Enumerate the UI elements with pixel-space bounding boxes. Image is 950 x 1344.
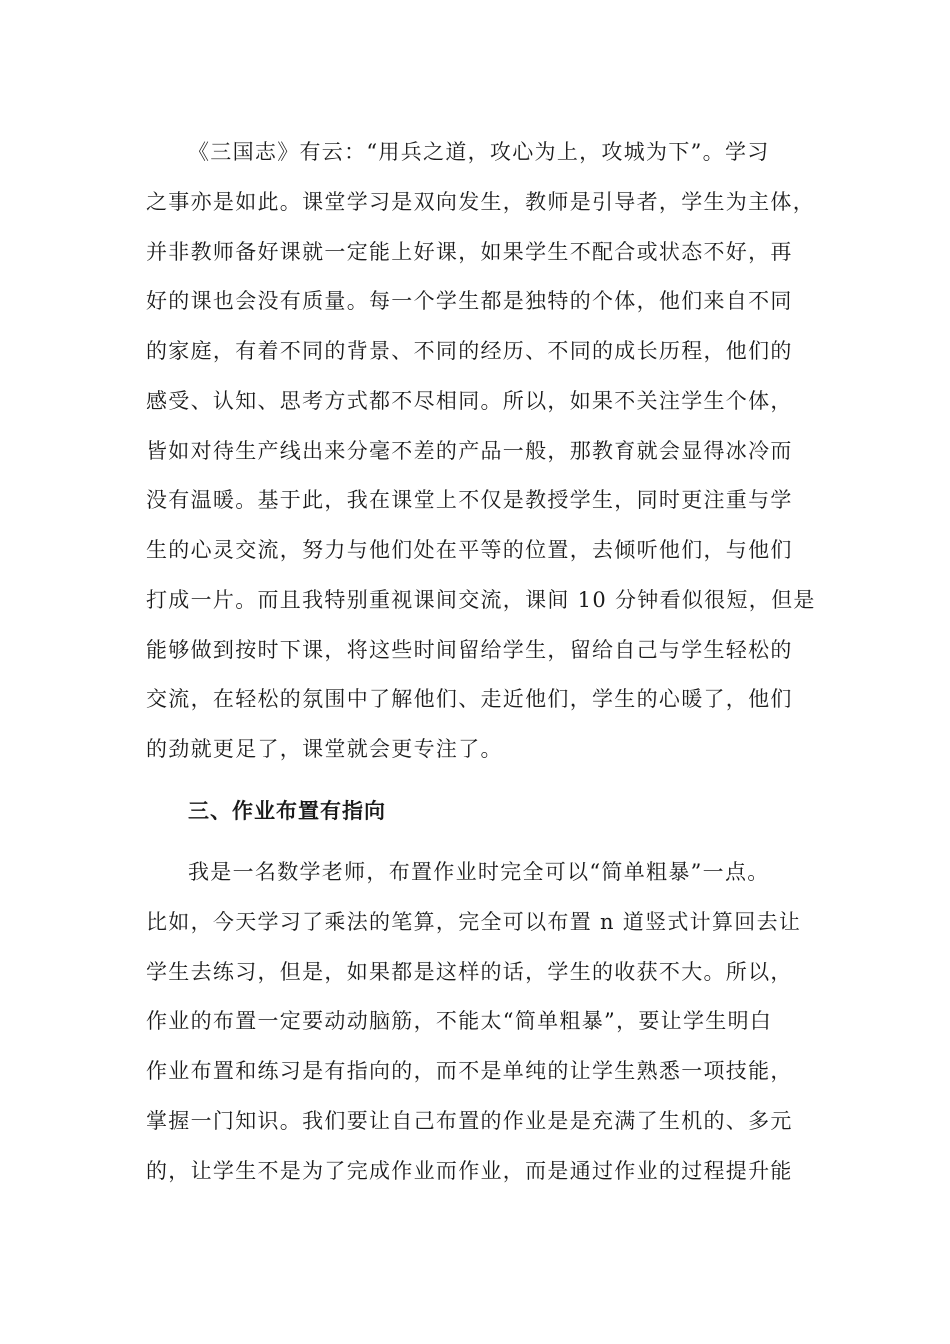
paragraph-1-line-6: 感受、认知、思考方式都不尽相同。所以，如果不关注学生个体， xyxy=(146,389,793,413)
paragraph-2-line-2: 比如，今天学习了乘法的笔算，完全可以布置 n 道竖式计算回去让 xyxy=(146,910,802,934)
paragraph-2-line-6: 掌握一门知识。我们要让自己布置的作业是是充满了生机的、多元 xyxy=(146,1109,793,1133)
paragraph-1-line-13: 的劲就更足了，课堂就会更专注了。 xyxy=(146,737,503,761)
paragraph-1-line-2: 之事亦是如此。课堂学习是双向发生，教师是引导者，学生为主体， xyxy=(146,190,815,214)
paragraph-1-line-5: 的家庭，有着不同的背景、不同的经历、不同的成长历程，他们的 xyxy=(146,339,793,363)
paragraph-1-line-7: 皆如对待生产线出来分毫不差的产品一般，那教育就会显得冰冷而 xyxy=(146,439,793,463)
paragraph-1-line-3: 并非教师备好课就一定能上好课，如果学生不配合或状态不好，再 xyxy=(146,240,793,264)
paragraph-1-line-11: 能够做到按时下课，将这些时间留给学生，留给自己与学生轻松的 xyxy=(146,638,793,662)
paragraph-1-line-12: 交流，在轻松的氛围中了解他们、走近他们，学生的心暖了，他们 xyxy=(146,687,793,711)
paragraph-1-line-9: 生的心灵交流，努力与他们处在平等的位置，去倾听他们，与他们 xyxy=(146,538,793,562)
paragraph-1-line-1: 《三国志》有云：“用兵之道，攻心为上，攻城为下”。学习 xyxy=(188,140,770,164)
paragraph-2-line-1: 我是一名数学老师，布置作业时完全可以“简单粗暴”一点。 xyxy=(188,860,770,884)
paragraph-2-line-5: 作业布置和练习是有指向的，而不是单纯的让学生熟悉一项技能， xyxy=(146,1059,793,1083)
paragraph-1-line-10: 打成一片。而且我特别重视课间交流，课间 10 分钟看似很短，但是 xyxy=(146,588,816,612)
paragraph-2-line-3: 学生去练习，但是，如果都是这样的话，学生的收获不大。所以， xyxy=(146,960,793,984)
paragraph-2-line-4: 作业的布置一定要动动脑筋，不能太“简单粗暴”，要让学生明白 xyxy=(146,1009,773,1033)
paragraph-1-line-8: 没有温暖。基于此，我在课堂上不仅是教授学生，同时更注重与学 xyxy=(146,488,793,512)
paragraph-1-line-4: 好的课也会没有质量。每一个学生都是独特的个体，他们来自不同 xyxy=(146,289,793,313)
section-3-heading: 三、作业布置有指向 xyxy=(188,799,386,823)
paragraph-2-line-7: 的，让学生不是为了完成作业而作业，而是通过作业的过程提升能 xyxy=(146,1159,793,1183)
